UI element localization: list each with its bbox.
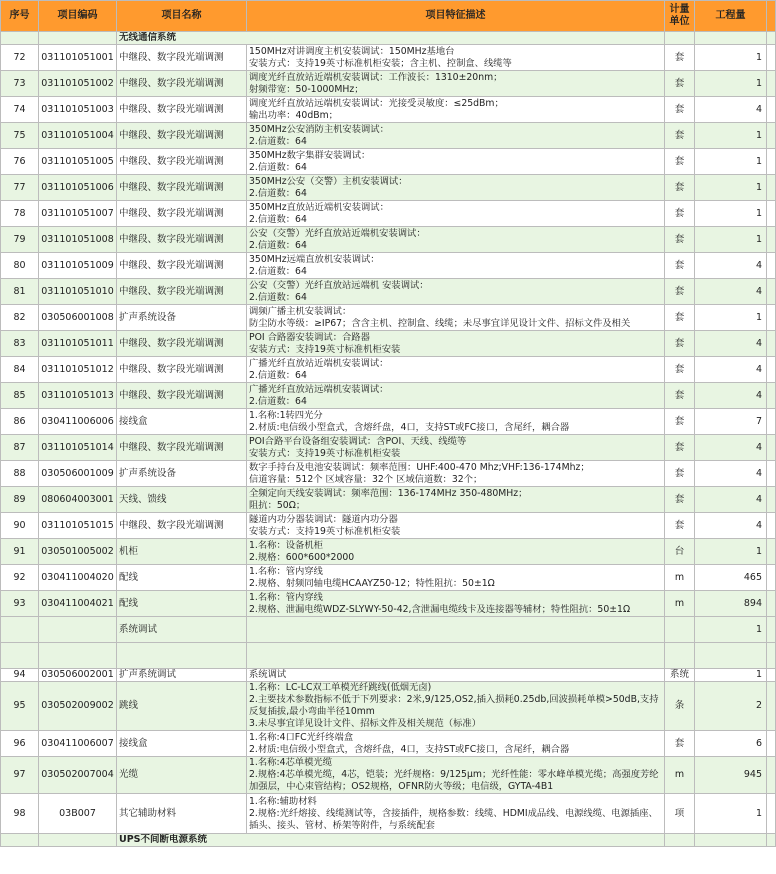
- row-unit: 套: [665, 149, 695, 175]
- section-row: [1, 32, 776, 45]
- row-cut: [767, 682, 776, 731]
- row-name: 光缆: [117, 757, 247, 794]
- row-seq: 76: [1, 149, 39, 175]
- row-cut: [767, 123, 776, 149]
- subsection-row: [1, 617, 776, 643]
- row-unit: 套: [665, 435, 695, 461]
- row-cut: [767, 253, 776, 279]
- row-unit: 套: [665, 71, 695, 97]
- row-seq: 75: [1, 123, 39, 149]
- table-row: [1, 71, 776, 97]
- table-row: [1, 487, 776, 513]
- header-row: [1, 1, 776, 32]
- row-desc: 调频广播主机安装调试： 防尘防水等级：≥IP67；含含主机、控制盒、线缆；未尽事宜详见设计文件、招标文件及相关: [247, 305, 665, 331]
- table-row: [1, 331, 776, 357]
- row-qty: 894: [695, 591, 767, 617]
- row-qty: 1: [695, 305, 767, 331]
- row-code: 031101051008: [39, 227, 117, 253]
- row-code: 031101051007: [39, 201, 117, 227]
- table-row: [1, 731, 776, 757]
- row-name: 中继段、数字段光端调测: [117, 71, 247, 97]
- empty-cell: [1, 643, 39, 669]
- row-seq: 86: [1, 409, 39, 435]
- row-seq: 78: [1, 201, 39, 227]
- table-row: [1, 539, 776, 565]
- row-desc: 1.名称:4芯单模光缆 2.规格:4芯单模光缆，4芯，铠装；光纤规格：9/125μm；光纤性能：零水峰单模光缆；高强度芳纶加强层，中心束管结构；OS2规格，OFNR防火等级；电信级，GYTA-4B1: [247, 757, 665, 794]
- table-row: [1, 409, 776, 435]
- row-code: 080604003001: [39, 487, 117, 513]
- empty-cell: [39, 834, 117, 847]
- table-row: [1, 435, 776, 461]
- row-desc: 1.名称：管内穿线 2.规格、射频同轴电缆HCAAYZ50-12；特性阻抗：50±1Ω: [247, 565, 665, 591]
- header-seq: 序号: [1, 1, 39, 32]
- row-unit: 套: [665, 175, 695, 201]
- row-unit: 套: [665, 201, 695, 227]
- table-row: [1, 97, 776, 123]
- row-seq: 98: [1, 794, 39, 834]
- row-cut: [767, 409, 776, 435]
- row-unit: 套: [665, 279, 695, 305]
- row-unit: 套: [665, 97, 695, 123]
- empty-cell: [39, 643, 117, 669]
- row-code: 030506001009: [39, 461, 117, 487]
- row-name: 天线、馈线: [117, 487, 247, 513]
- row-seq: 91: [1, 539, 39, 565]
- row-cut: [767, 794, 776, 834]
- row-cut: [767, 435, 776, 461]
- subsection-title: 系统调试: [117, 617, 247, 643]
- row-name: 扩声系统调试: [117, 669, 247, 682]
- row-desc: 1.名称：管内穿线 2.规格、泄漏电缆WDZ-SLYWY-50-42,含泄漏电缆线卡及连接器等辅材；特性阻抗：50±1Ω: [247, 591, 665, 617]
- table-row: [1, 305, 776, 331]
- row-seq: 93: [1, 591, 39, 617]
- row-cut: [767, 539, 776, 565]
- row-qty: 4: [695, 513, 767, 539]
- row-desc: 公安（交警）光纤直放站远端机 安装调试： 2.信道数：64: [247, 279, 665, 305]
- row-name: 机柜: [117, 539, 247, 565]
- row-cut: [767, 461, 776, 487]
- row-desc: 1.名称:4口FC光纤终端盒 2.材质:电信级小型盒式，含熔纤盘，4口，支持ST或FC接口，含尾纤，耦合器: [247, 731, 665, 757]
- row-unit: [665, 617, 695, 643]
- row-unit: 套: [665, 731, 695, 757]
- row-code: 031101051004: [39, 123, 117, 149]
- row-desc: 调度光纤直放站近端机安装调试：工作波长：1310±20nm； 射频带宽：50-1000MHz；: [247, 71, 665, 97]
- row-code: [39, 617, 117, 643]
- empty-cell: [695, 834, 767, 847]
- row-cut: [767, 71, 776, 97]
- row-name: 接线盒: [117, 731, 247, 757]
- row-seq: 97: [1, 757, 39, 794]
- header-code: 项目编码: [39, 1, 117, 32]
- row-seq: 95: [1, 682, 39, 731]
- row-qty: 4: [695, 97, 767, 123]
- row-code: 031101051001: [39, 45, 117, 71]
- empty-cell: [1, 834, 39, 847]
- row-desc: 广播光纤直放站远端机安装调试： 2.信道数：64: [247, 383, 665, 409]
- row-qty: 4: [695, 461, 767, 487]
- table-row: [1, 253, 776, 279]
- row-cut: [767, 149, 776, 175]
- table-row: [1, 513, 776, 539]
- table-row: [1, 201, 776, 227]
- row-name: 中继段、数字段光端调测: [117, 383, 247, 409]
- row-cut: [767, 591, 776, 617]
- table-row: [1, 757, 776, 794]
- row-qty: 945: [695, 757, 767, 794]
- row-code: 031101051010: [39, 279, 117, 305]
- row-seq: 80: [1, 253, 39, 279]
- table-row: [1, 383, 776, 409]
- row-desc: 350MHz公安消防主机安装调试： 2.信道数：64: [247, 123, 665, 149]
- row-qty: 1: [695, 45, 767, 71]
- row-qty: 1: [695, 149, 767, 175]
- table-row: [1, 279, 776, 305]
- row-cut: [767, 227, 776, 253]
- row-desc: 隧道内功分器装调试：隧道内功分器 安装方式：支持19英寸标准机柜安装: [247, 513, 665, 539]
- row-qty: 4: [695, 487, 767, 513]
- row-code: 031101051013: [39, 383, 117, 409]
- row-qty: 4: [695, 279, 767, 305]
- row-desc: POI 合路器安装调试：合路器 安装方式：支持19英寸标准机柜安装: [247, 331, 665, 357]
- row-unit: 套: [665, 461, 695, 487]
- row-qty: 1: [695, 71, 767, 97]
- row-code: 030506002001: [39, 669, 117, 682]
- row-name: 其它辅助材料: [117, 794, 247, 834]
- row-unit: 套: [665, 227, 695, 253]
- row-qty: 2: [695, 682, 767, 731]
- table-row: [1, 227, 776, 253]
- table-row: [1, 591, 776, 617]
- row-cut: [767, 731, 776, 757]
- row-unit: 套: [665, 45, 695, 71]
- row-cut: [767, 513, 776, 539]
- row-qty: 4: [695, 331, 767, 357]
- row-code: 030411006007: [39, 731, 117, 757]
- row-unit: m: [665, 565, 695, 591]
- row-cut: [767, 834, 776, 847]
- row-desc: POI合路平台设备组安装调试：含POI、天线、线缆等 安装方式：支持19英寸标准机柜安装: [247, 435, 665, 461]
- row-qty: 1: [695, 201, 767, 227]
- row-code: 031101051015: [39, 513, 117, 539]
- header-cut: [767, 1, 776, 32]
- row-name: 中继段、数字段光端调测: [117, 279, 247, 305]
- row-cut: [767, 383, 776, 409]
- row-cut: [767, 669, 776, 682]
- row-qty: 6: [695, 731, 767, 757]
- header-qty: 工程量: [695, 1, 767, 32]
- row-cut: [767, 565, 776, 591]
- row-desc: 350MHz远端直放机安装调试： 2.信道数：64: [247, 253, 665, 279]
- row-desc: 广播光纤直放站近端机安装调试： 2.信道数：64: [247, 357, 665, 383]
- row-code: 031101051003: [39, 97, 117, 123]
- section-row: [1, 834, 776, 847]
- row-seq: 94: [1, 669, 39, 682]
- row-cut: [767, 45, 776, 71]
- table-row: [1, 149, 776, 175]
- row-seq: 90: [1, 513, 39, 539]
- row-code: 031101051005: [39, 149, 117, 175]
- row-qty: 465: [695, 565, 767, 591]
- row-desc: 数字手持台及电池安装调试：频率范围：UHF:400-470 Mhz;VHF:136-174Mhz； 信道容量：512个 区域容量：32个 区域信道数：32个；: [247, 461, 665, 487]
- row-name: 扩声系统设备: [117, 461, 247, 487]
- row-cut: [767, 331, 776, 357]
- row-qty: 1: [695, 669, 767, 682]
- table-row: [1, 565, 776, 591]
- row-unit: 套: [665, 357, 695, 383]
- row-name: 接线盒: [117, 409, 247, 435]
- row-name: 配线: [117, 591, 247, 617]
- table-row: [1, 461, 776, 487]
- row-code: 030506001008: [39, 305, 117, 331]
- row-seq: 72: [1, 45, 39, 71]
- empty-cell: [665, 643, 695, 669]
- row-qty: 1: [695, 617, 767, 643]
- table-row: [1, 794, 776, 834]
- row-cut: [767, 175, 776, 201]
- row-name: 中继段、数字段光端调测: [117, 201, 247, 227]
- row-seq: 81: [1, 279, 39, 305]
- row-seq: 87: [1, 435, 39, 461]
- empty-cell: [117, 643, 247, 669]
- row-seq: 85: [1, 383, 39, 409]
- table-row: [1, 682, 776, 731]
- row-seq: 96: [1, 731, 39, 757]
- row-name: 中继段、数字段光端调测: [117, 149, 247, 175]
- row-desc: 1.名称：LC-LC双工单模光纤跳线(低烟无卤) 2.主要技术参数指标不低于下列要求：2米,9/125,OS2,插入损耗0.25db,回波损耗单模>50dB,支持反复插拔,最小弯曲半径10mm 3.未尽事宜详见设计文件、招标文件及相关规范（标准）: [247, 682, 665, 731]
- empty-cell: [247, 643, 665, 669]
- row-name: 中继段、数字段光端调测: [117, 227, 247, 253]
- row-name: 中继段、数字段光端调测: [117, 175, 247, 201]
- row-desc: 1.名称：设备机柜 2.规格：600*600*2000: [247, 539, 665, 565]
- row-seq: 82: [1, 305, 39, 331]
- row-name: 中继段、数字段光端调测: [117, 331, 247, 357]
- row-name: 中继段、数字段光端调测: [117, 357, 247, 383]
- row-code: 030501005002: [39, 539, 117, 565]
- row-desc: 350MHz公安（交警）主机安装调试： 2.信道数：64: [247, 175, 665, 201]
- header-unit: 计量单位: [665, 1, 695, 32]
- row-seq: 73: [1, 71, 39, 97]
- row-code: 031101051002: [39, 71, 117, 97]
- row-name: 中继段、数字段光端调测: [117, 435, 247, 461]
- row-qty: 1: [695, 175, 767, 201]
- table-row: [1, 123, 776, 149]
- row-qty: 1: [695, 123, 767, 149]
- row-unit: 套: [665, 487, 695, 513]
- empty-cell: [665, 834, 695, 847]
- row-code: 031101051012: [39, 357, 117, 383]
- section-title: UPS不间断电源系统: [117, 834, 665, 847]
- row-name: 配线: [117, 565, 247, 591]
- row-unit: 套: [665, 305, 695, 331]
- row-unit: 套: [665, 513, 695, 539]
- row-qty: 4: [695, 357, 767, 383]
- row-name: 中继段、数字段光端调测: [117, 253, 247, 279]
- row-seq: 74: [1, 97, 39, 123]
- row-qty: 7: [695, 409, 767, 435]
- row-desc: [247, 617, 665, 643]
- table-row: [1, 669, 776, 682]
- row-unit: 台: [665, 539, 695, 565]
- row-code: 030411004021: [39, 591, 117, 617]
- row-code: 03B007: [39, 794, 117, 834]
- row-desc: 350MHz数字集群安装调试： 2.信道数：64: [247, 149, 665, 175]
- blank-row: [1, 643, 776, 669]
- row-unit: 项: [665, 794, 695, 834]
- row-unit: 套: [665, 331, 695, 357]
- row-code: 031101051014: [39, 435, 117, 461]
- row-code: 031101051011: [39, 331, 117, 357]
- row-code: 030411006006: [39, 409, 117, 435]
- row-seq: 79: [1, 227, 39, 253]
- row-unit: 套: [665, 383, 695, 409]
- row-desc: 调度光纤直放站远端机安装调试：光接受灵敏度：≤25dBm； 输出功率：40dBm；: [247, 97, 665, 123]
- row-cut: [767, 201, 776, 227]
- section-title: 无线通信系统: [117, 32, 665, 45]
- row-desc: 1.名称:辅助材料 2.规格:光纤熔接、线缆测试等，含接插件，规格参数：线缆、HDMI成品线、电源线缆、电源插座、插头、接头、管材、桥架等附件，与系统配套: [247, 794, 665, 834]
- table-row: [1, 357, 776, 383]
- row-qty: 4: [695, 253, 767, 279]
- row-unit: m: [665, 757, 695, 794]
- row-seq: 88: [1, 461, 39, 487]
- row-seq: 83: [1, 331, 39, 357]
- row-name: 中继段、数字段光端调测: [117, 513, 247, 539]
- row-unit: m: [665, 591, 695, 617]
- row-code: 030502009002: [39, 682, 117, 731]
- row-cut: [767, 97, 776, 123]
- row-cut: [767, 279, 776, 305]
- row-name: 中继段、数字段光端调测: [117, 123, 247, 149]
- table-body: [1, 32, 776, 847]
- row-cut: [767, 757, 776, 794]
- row-cut: [767, 357, 776, 383]
- row-qty: 4: [695, 435, 767, 461]
- row-code: 031101051006: [39, 175, 117, 201]
- row-unit: 套: [665, 409, 695, 435]
- row-seq: 92: [1, 565, 39, 591]
- row-name: 扩声系统设备: [117, 305, 247, 331]
- header-name: 项目名称: [117, 1, 247, 32]
- row-qty: 1: [695, 227, 767, 253]
- row-qty: 1: [695, 539, 767, 565]
- row-unit: 条: [665, 682, 695, 731]
- row-code: 030411004020: [39, 565, 117, 591]
- row-desc: 150MHz对讲调度主机安装调试：150MHz基地台 安装方式：支持19英寸标准机柜安装；含主机、控制盒、线缆等: [247, 45, 665, 71]
- row-name: 中继段、数字段光端调测: [117, 97, 247, 123]
- row-unit: 套: [665, 253, 695, 279]
- row-unit: 系统: [665, 669, 695, 682]
- table-row: [1, 175, 776, 201]
- row-code: 030502007004: [39, 757, 117, 794]
- row-desc: 1.名称:1转四光分 2.材质:电信级小型盒式，含熔纤盘，4口，支持ST或FC接口，含尾纤，耦合器: [247, 409, 665, 435]
- row-name: 中继段、数字段光端调测: [117, 45, 247, 71]
- row-code: 031101051009: [39, 253, 117, 279]
- header-desc: 项目特征描述: [247, 1, 665, 32]
- row-seq: [1, 617, 39, 643]
- row-cut: [767, 617, 776, 643]
- row-cut: [767, 487, 776, 513]
- row-qty: 4: [695, 383, 767, 409]
- row-seq: 89: [1, 487, 39, 513]
- row-qty: 1: [695, 794, 767, 834]
- table-row: [1, 45, 776, 71]
- empty-cell: [767, 643, 776, 669]
- row-cut: [767, 305, 776, 331]
- row-desc: 公安（交警）光纤直放站近端机安装调试： 2.信道数：64: [247, 227, 665, 253]
- empty-cell: [695, 643, 767, 669]
- row-desc: 全频定向天线安装调试：频率范围：136-174MHz 350-480MHz； 阻抗：50Ω；: [247, 487, 665, 513]
- row-seq: 84: [1, 357, 39, 383]
- row-seq: 77: [1, 175, 39, 201]
- row-desc: 系统调试: [247, 669, 665, 682]
- row-name: 跳线: [117, 682, 247, 731]
- row-unit: 套: [665, 123, 695, 149]
- row-desc: 350MHz直放站近端机安装调试： 2.信道数：64: [247, 201, 665, 227]
